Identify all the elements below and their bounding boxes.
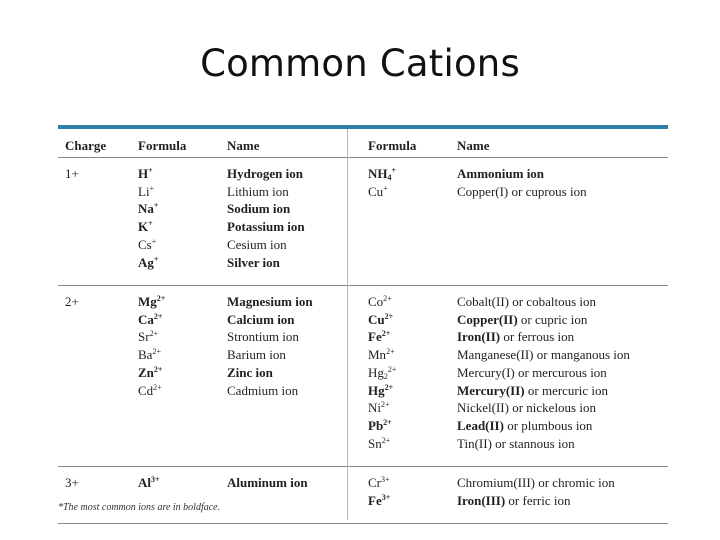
ion-formula: $Sn^{2+}$	[368, 435, 391, 451]
ion-name: Calcium ion	[227, 311, 295, 327]
ion-formula: $Al^{3+}$	[138, 475, 160, 490]
ion-name: Zinc ion	[227, 364, 273, 380]
ion-formula: $Ba^{2+}$	[138, 347, 161, 363]
ion-name: Ammonium ion	[457, 166, 545, 181]
ion-name: Potassium ion	[227, 219, 305, 235]
ion-formula: $Mn^{2+}$	[368, 347, 395, 363]
ion-formula: Na+	[138, 201, 159, 217]
ion-name: Manganese(II) or manganous ion	[457, 347, 630, 363]
charge-group	[58, 158, 668, 286]
ion-name: Sodium ion	[227, 201, 291, 217]
name-column-left	[227, 165, 305, 271]
ion-name: Cobalt(II) or cobaltous ion	[457, 294, 596, 309]
table-footnote: *The most common ions are in boldface.	[58, 502, 221, 513]
ion-formula: $Sr^{2+}$	[138, 329, 159, 345]
cations-table	[58, 125, 668, 524]
ion-name: Cesium ion	[227, 236, 287, 252]
ion-formula: $Ni^{2+}$	[368, 400, 390, 416]
formula-column-left	[138, 293, 165, 399]
formula-column-left	[138, 474, 160, 492]
ion-name: Mercury(II) or mercuric ion	[457, 382, 609, 398]
header-formula-right: Formula	[368, 138, 417, 153]
table-center-divider	[347, 129, 348, 520]
charge-group	[58, 286, 668, 467]
charge-group	[58, 467, 668, 524]
ion-name: Iron(III) or ferric ion	[457, 492, 571, 508]
ion-formula: $Hg^{2+}$	[368, 382, 394, 398]
charge-label: 3+	[65, 475, 79, 490]
ion-name: Lead(II) or plumbous ion	[457, 417, 593, 433]
ion-name: Barium ion	[227, 347, 286, 363]
ion-formula: $Cu^{2+}$	[368, 311, 394, 327]
table-body	[58, 158, 668, 524]
ion-name: Hydrogen ion	[227, 166, 303, 181]
header-charge: Charge	[65, 138, 107, 153]
formula-column-right	[368, 474, 390, 509]
charge-label: 1+	[65, 166, 79, 181]
ion-name: Copper(II) or cupric ion	[457, 311, 588, 327]
ion-name: Iron(II) or ferrous ion	[457, 329, 575, 345]
ion-formula: $Fe^{3+}$	[368, 492, 391, 508]
ion-formula: Li+	[138, 183, 155, 199]
ion-formula: $Cd^{2+}$	[138, 382, 162, 398]
formula-column-right	[368, 165, 396, 200]
ion-formula: Cs+	[138, 236, 157, 252]
name-column-left	[227, 293, 313, 399]
ion-name: Aluminum ion	[227, 475, 308, 490]
slide-title: Common Cations	[200, 42, 520, 85]
ion-name: Copper(I) or cuprous ion	[457, 183, 587, 199]
ion-name: Cadmium ion	[227, 382, 299, 398]
ion-formula: $Fe^{2+}$	[368, 329, 391, 345]
ion-formula: $Pb^{2+}$	[368, 417, 392, 433]
ion-name: Silver ion	[227, 254, 280, 270]
header-name-left: Name	[227, 138, 260, 153]
ion-formula: $NH_4^+$	[368, 166, 397, 182]
header-name-right: Name	[457, 138, 490, 153]
ion-formula: K+	[138, 219, 153, 235]
ion-name: Lithium ion	[227, 183, 289, 199]
ion-name: Nickel(II) or nickelous ion	[457, 400, 596, 416]
table-header-row	[58, 129, 668, 158]
formula-column-left	[138, 165, 158, 271]
ion-formula: $Zn^{2+}$	[138, 364, 163, 380]
ion-name: Tin(II) or stannous ion	[457, 435, 575, 451]
ion-formula: Cu+	[368, 183, 388, 199]
ion-name: Chromium(III) or chromic ion	[457, 475, 615, 490]
name-column-right	[457, 293, 630, 452]
name-column-right	[457, 474, 615, 509]
name-column-right	[457, 165, 587, 200]
ion-formula: $Hg_2^{2+}$	[368, 364, 397, 381]
name-column-left	[227, 474, 308, 492]
header-formula-left: Formula	[138, 138, 187, 153]
formula-column-right	[368, 293, 396, 452]
ion-name: Mercury(I) or mercurous ion	[457, 364, 607, 380]
ion-formula: $Ca^{2+}$	[138, 311, 163, 327]
charge-label: 2+	[65, 294, 79, 309]
ion-formula: $Co^{2+}$	[368, 294, 392, 309]
ion-name: Strontium ion	[227, 329, 299, 345]
ion-formula: H+	[138, 166, 153, 181]
ion-formula: $Cr^{3+}$	[368, 475, 390, 490]
ion-formula: Ag+	[138, 254, 159, 270]
ion-name: Magnesium ion	[227, 294, 313, 309]
ion-formula: $Mg^{2+}$	[138, 294, 166, 309]
